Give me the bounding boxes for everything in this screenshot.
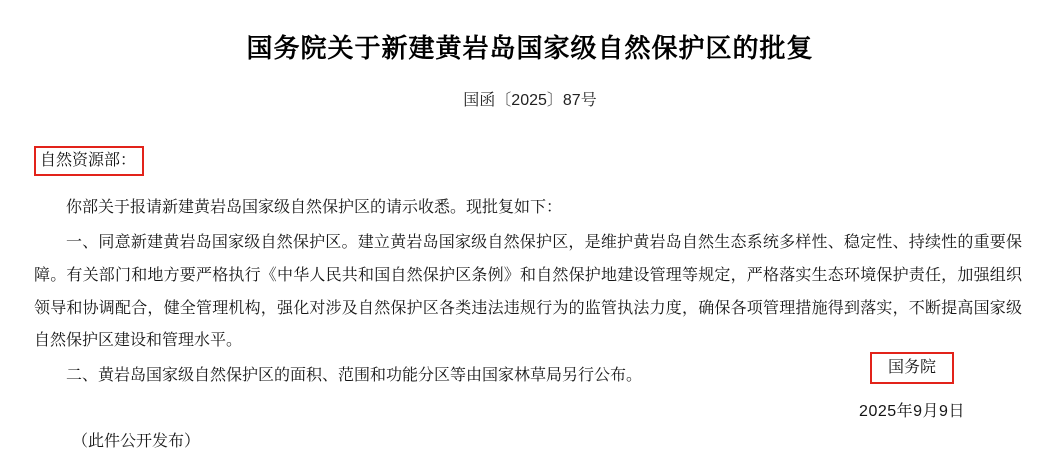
signature-block	[842, 352, 982, 421]
document-number: 国函〔2025〕87号	[463, 92, 597, 109]
publication-note: （此件公开发布）	[72, 433, 201, 450]
signature-date: 2025年9月9日	[859, 403, 965, 421]
paragraph-article-one: 一、同意新建黄岩岛国家级自然保护区。建立黄岩岛国家级自然保护区，是维护黄岩岛自然生态系统多样性、稳定性、持续性的重要保障。有关部门和地方要严格执行《中华人民共和国自然保护区条例》和自然保护地建设管理等规定，严格落实生态环境保护责任，加强组织领导和协调配合，健全管理机构，强化对涉及自然保护区各类违法违规行为的监管执法力度，确保各项管理措施得到落实，不断提高国家级自然保护区建设和管理水平。	[34, 233, 1022, 350]
recipient-highlight: 自然资源部：	[34, 146, 144, 176]
paragraph-intro: 你部关于报请新建黄岩岛国家级自然保护区的请示收悉。现批复如下：	[66, 199, 563, 217]
paragraph-article-two: 二、黄岩岛国家级自然保护区的面积、范围和功能分区等由国家林草局另行公布。	[66, 367, 643, 385]
recipient-container	[0, 146, 1060, 176]
signer-highlight: 国务院	[870, 352, 954, 384]
page-title: 国务院关于新建黄岩岛国家级自然保护区的批复	[246, 33, 814, 63]
